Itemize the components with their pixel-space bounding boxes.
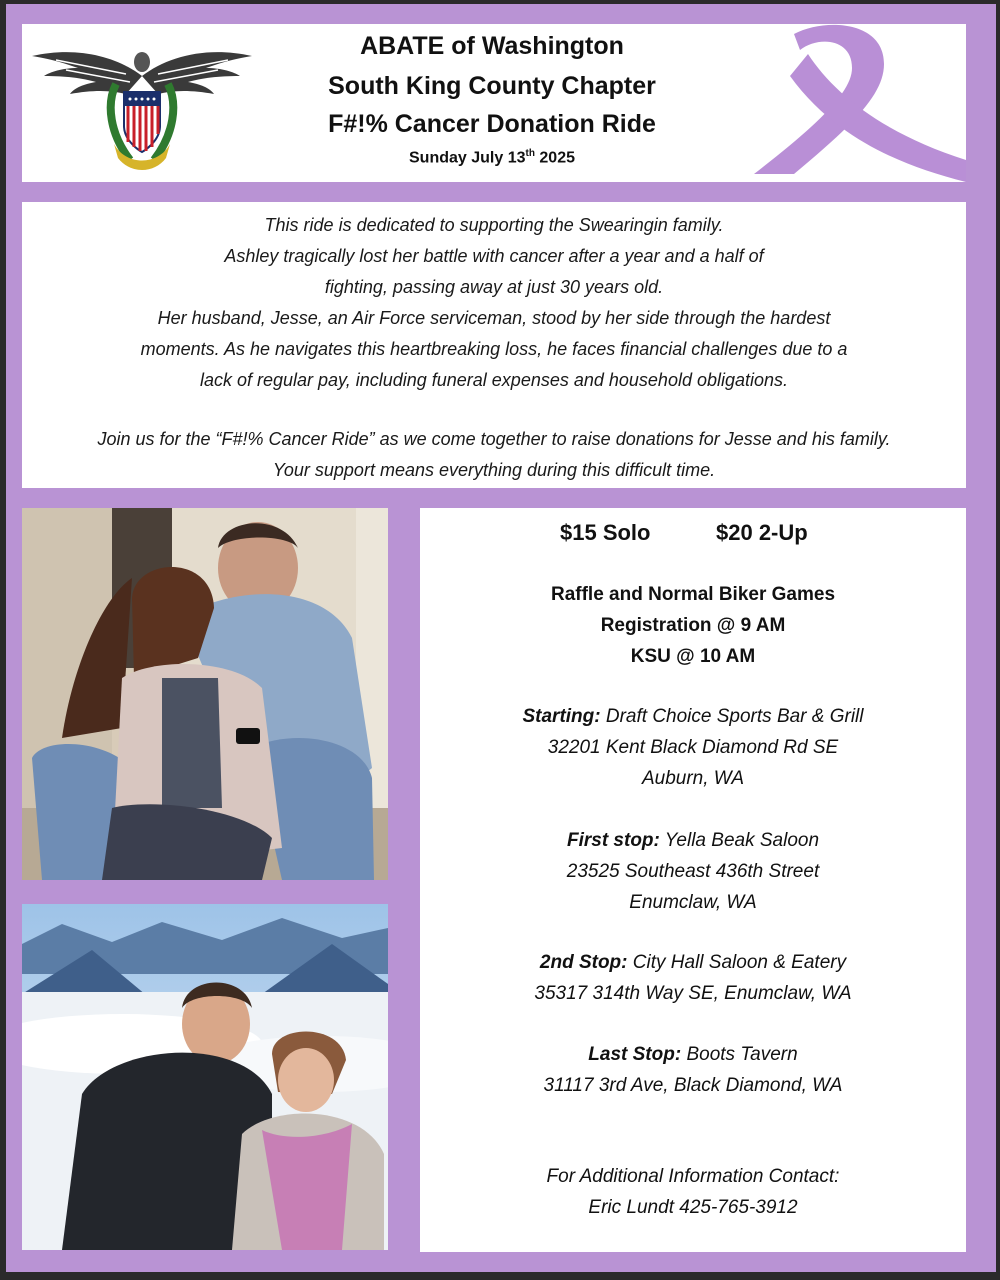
story-line: fighting, passing away at just 30 years old. xyxy=(324,277,664,297)
couple-photo-stairs xyxy=(22,508,388,880)
second-name: City Hall Saloon & Eatery xyxy=(627,952,847,973)
ksu-time: KSU @ 10 AM xyxy=(630,646,756,667)
start-address: 32201 Kent Black Diamond Rd SE xyxy=(547,737,839,758)
story-line: lack of regular pay, including funeral expenses and household obligations. xyxy=(199,370,789,390)
chapter-title: South King County Chapter xyxy=(328,72,656,100)
invite-paragraph xyxy=(22,424,966,486)
flyer-header xyxy=(22,24,966,182)
date-year: 2025 xyxy=(534,149,575,167)
ride-info-panel xyxy=(420,508,966,1252)
first-city: Enumclaw, WA xyxy=(629,892,757,913)
date-prefix: Sunday July 13 xyxy=(409,149,526,167)
start-name: Draft Choice Sports Bar & Grill xyxy=(600,706,864,727)
awareness-ribbon-icon xyxy=(734,24,966,182)
story-line: Your support means everything during this difficult time. xyxy=(272,460,716,480)
event-title: F#!% Cancer Donation Ride xyxy=(328,110,656,138)
registration-time: Registration @ 9 AM xyxy=(600,615,786,636)
story-line: Ashley tragically lost her battle with cancer after a year and a half of xyxy=(224,246,764,266)
last-name: Boots Tavern xyxy=(681,1044,798,1065)
first-label: First stop: xyxy=(566,830,660,851)
second-label: 2nd Stop: xyxy=(539,952,628,973)
couple-photo-mountains xyxy=(22,904,388,1250)
event-date xyxy=(232,148,752,167)
contact-person: Eric Lundt 425-765-3912 xyxy=(588,1197,798,1218)
last-address: 31117 3rd Ave, Black Diamond, WA xyxy=(543,1075,843,1096)
story-paragraph xyxy=(22,210,966,396)
first-stop xyxy=(420,830,966,852)
start-stop xyxy=(420,706,966,728)
first-name: Yella Beak Saloon xyxy=(659,830,820,851)
story-line: moments. As he navigates this heartbreaking loss, he faces financial challenges due to a xyxy=(140,339,848,359)
last-stop xyxy=(420,1044,966,1066)
start-city: Auburn, WA xyxy=(641,768,745,789)
story-panel xyxy=(22,202,966,488)
contact-heading: For Additional Information Contact: xyxy=(546,1166,840,1187)
story-line: Join us for the “F#!% Cancer Ride” as we come together to raise donations for Jesse and his family. xyxy=(97,429,891,449)
eagle-shield-logo xyxy=(26,34,258,170)
story-line: Her husband, Jesse, an Air Force serviceman, stood by her side through the hardest xyxy=(157,308,831,328)
start-label: Starting: xyxy=(522,706,601,727)
last-label: Last Stop: xyxy=(588,1044,682,1065)
price-two-up: $20 2-Up xyxy=(716,520,808,545)
first-address: 23525 Southeast 436th Street xyxy=(566,861,820,882)
second-address: 35317 314th Way SE, Enumclaw, WA xyxy=(534,983,852,1004)
second-stop xyxy=(420,952,966,974)
price-solo: $15 Solo xyxy=(560,520,651,545)
date-suffix: th xyxy=(525,148,535,159)
games-line: Raffle and Normal Biker Games xyxy=(550,584,836,605)
org-title: ABATE of Washington xyxy=(360,32,624,60)
story-line: This ride is dedicated to supporting the Swearingin family. xyxy=(264,215,724,235)
